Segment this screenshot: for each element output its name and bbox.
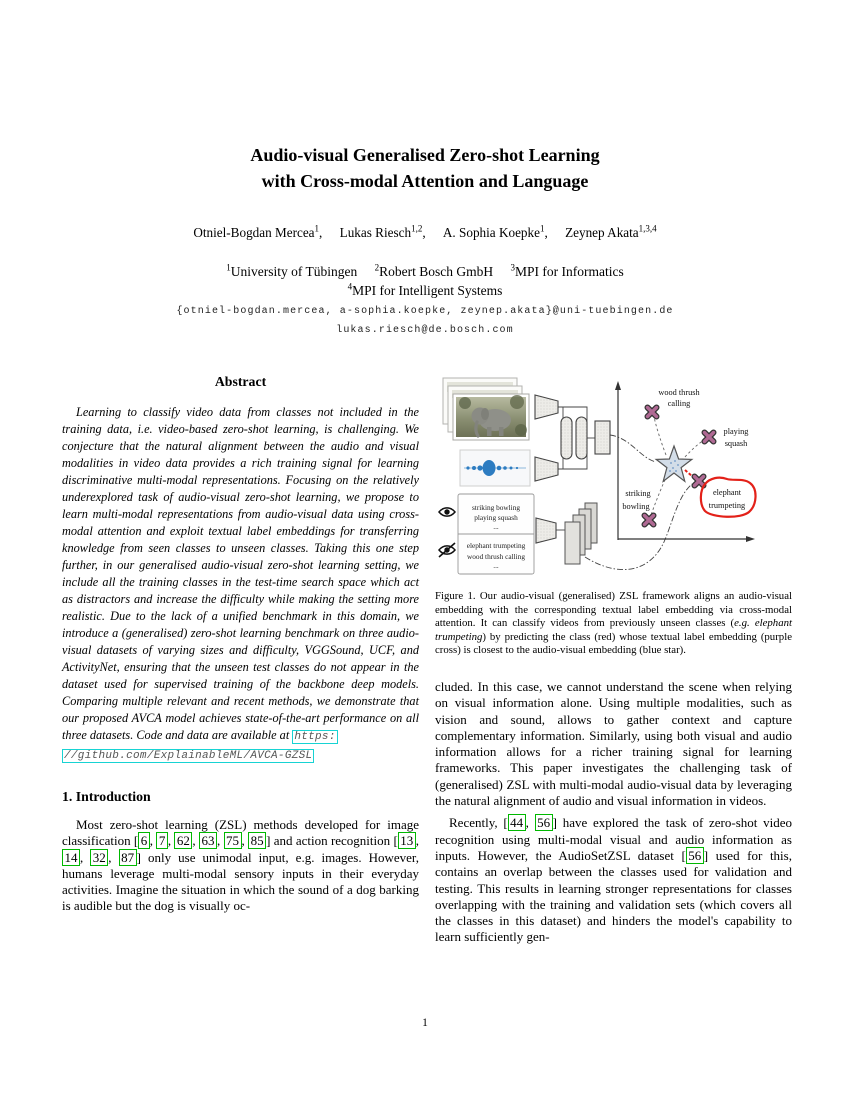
elephant-photo — [456, 395, 527, 437]
left-column — [62, 372, 419, 946]
citation-link[interactable]: 87 — [119, 849, 137, 866]
embedding-to-space-curve — [610, 435, 656, 462]
page-number: 1 — [422, 1017, 428, 1029]
citation-link[interactable]: 56 — [686, 847, 704, 864]
label-wood-thrush: wood thrush — [658, 388, 700, 397]
svg-text:wood thrush calling: wood thrush calling — [467, 552, 525, 561]
author: A. Sophia Koepke$^1$, — [442, 224, 548, 241]
citation-link[interactable]: 56 — [535, 814, 553, 831]
text-segment: , — [80, 849, 91, 865]
svg-text:...: ... — [493, 522, 499, 531]
author: Lukas Riesch$^{1,2}$, — [339, 224, 426, 241]
citation-link[interactable]: 32 — [90, 849, 108, 866]
body-paragraph-2 — [435, 815, 792, 945]
text-segment: Learning to classify video data from classes not included in the training data, i.e. video-based zero-shot learning, is challenging. We conjecture that the natural alignment between the audio and visual modalities in video data provides a rich training signal for learning discriminative multi-modal representations. Focusing on the relatively underexplored task of audio-visual zero-shot learning, we propose to learn multi-modal representations from audio-visual data using cross-modal attention and exploit textual label embeddings for transferring knowledge from seen classes to unseen classes. Taking this one step further, in our generalised audio-visual zero-shot learning setting, we include all the training classes in the test-time search space which act as distractors and increase the difficulty while making the setting more realistic. Due to the lack of a unified benchmark in this domain, we introduce a (generalised) zero-shot learning benchmark on three audio-visual datasets of varying sizes and difficulty, VGGSound, UCF, and ActivityNet, ensuring that the unseen test classes do not appear in the dataset used for supervised training of the backbone deep models. Comparing multiple relevant and recent methods, we demonstrate that our proposed AVCA model achieves state-of-the-art performance on all three datasets. Code and data are available at — [62, 405, 419, 742]
svg-text:...: ... — [493, 561, 499, 570]
text-segment: , — [149, 833, 157, 849]
text-encoder-trapezoid — [536, 518, 565, 543]
svg-text:playing squash: playing squash — [474, 513, 518, 522]
text-segment: , — [108, 849, 119, 865]
text-segment: , — [167, 833, 175, 849]
text-segment: , — [415, 833, 420, 849]
svg-text:squash: squash — [724, 439, 748, 448]
svg-text:bowling: bowling — [622, 502, 650, 511]
text-segment: ] and action recognition [ — [266, 833, 398, 849]
word-embedding-stack — [565, 503, 597, 564]
svg-text:calling: calling — [667, 399, 691, 408]
video-frames-icon — [443, 378, 529, 440]
cross-wood-thrush — [648, 408, 657, 417]
figure-1 — [435, 372, 792, 580]
two-column-body — [62, 372, 792, 946]
body-paragraph-1: cluded. In this case, we cannot understand the scene when relying on visual information alone. Using multiple modalities, such as vision and sound, allows to gather context and capture complementary information. Similarly, using both visual and audio information allows for a richer training signal for learning frameworks. This paper investigates the challenging task of (generalised) ZSL with multi-modal audio-visual data by leveraging the natural alignment of audio and visual information in videos. — [435, 678, 792, 809]
abstract-heading: Abstract — [214, 374, 267, 389]
label-elephant-trumpeting: elephant — [712, 488, 742, 497]
citation-link[interactable]: 85 — [248, 832, 266, 849]
text-segment: , — [241, 833, 249, 849]
audio-visual-embedding-star — [656, 446, 692, 481]
text-segment: , — [525, 815, 535, 831]
text-segment: ] used for this, contains an overlap between the classes used for validation and testing. This results in learning stronger representations for classes overlapping with the training and validation sets (which covers all the classes in this dataset) and hinders the model's capability to learn sufficiently gen- — [435, 847, 792, 945]
citation-link[interactable]: 7 — [156, 832, 168, 849]
paper-title — [0, 142, 850, 194]
section-heading-introduction: 1. Introduction — [62, 789, 151, 804]
eye-icon — [439, 508, 455, 516]
right-column — [435, 372, 792, 946]
label-playing-squash: playing — [723, 427, 749, 436]
text-segment: e.g. elephant trumpeting — [435, 617, 792, 643]
citation-link[interactable]: 75 — [224, 832, 242, 849]
introduction-paragraph — [62, 817, 419, 915]
affiliation: $^2$Robert Bosch GmbH — [374, 262, 494, 279]
svg-text:elephant trumpeting: elephant trumpeting — [466, 541, 526, 550]
text-segment: ] only use unimodal input, e.g. images. However, humans leverage multi-modal sensory inputs in their everyday activities. Imagine the situation in which the sound of a dog barking is audible but the dog is visually oc- — [62, 849, 419, 914]
label-striking-bowling: striking — [625, 489, 651, 498]
cross-striking-bowling — [645, 516, 654, 525]
text-segment: ) by predicting the class (red) whose textual label embedding (purple cross) is closest to the audio-visual embedding (blue star). — [435, 630, 792, 657]
text-segment: Recently, [ — [449, 815, 508, 831]
paper-title-line2: with Cross-modal Attention and Language — [261, 171, 589, 191]
visual-encoder-trapezoid — [535, 395, 558, 419]
affiliation: $^4$MPI for Intelligent Systems — [347, 281, 503, 298]
email-line1: {otniel-bogdan.mercea, a-sophia.koepke, zeynep.akata}@uni-tuebingen.de — [176, 306, 674, 317]
text-segment: , — [192, 833, 199, 849]
citation-link[interactable]: 14 — [62, 849, 80, 866]
abstract-text — [62, 404, 419, 765]
class-list-box — [458, 494, 534, 574]
audio-encoder-trapezoid — [535, 457, 558, 481]
text-segment: Most zero-shot learning (ZSL) methods developed for image classification [ — [62, 817, 419, 849]
author: Otniel-Bogdan Mercea$^1$, — [193, 224, 323, 241]
code-url-link[interactable]: https: — [294, 731, 336, 743]
cross-modal-attention-capsules — [561, 417, 587, 459]
citation-link[interactable]: 63 — [199, 832, 217, 849]
code-url-link[interactable]: //github.com/ExplainableML/AVCA-GZSL — [64, 750, 313, 762]
eye-slash-icon — [439, 543, 455, 557]
affiliations-line2 — [0, 281, 850, 299]
author-list — [0, 224, 850, 241]
cross-playing-squash — [705, 433, 714, 442]
citation-link[interactable]: 13 — [398, 832, 416, 849]
text-segment: , — [216, 833, 224, 849]
citation-link[interactable]: 6 — [138, 832, 150, 849]
email-line2: lukas.riesch@de.bosch.com — [336, 325, 514, 336]
text-segment: Figure 1. Our audio-visual (generalised) ZSL framework aligns an audio-visual embedding with the corresponding textual label embedding via cross-modal attention. It can classify videos from previously unseen classes ( — [435, 590, 792, 630]
citation-link[interactable]: 44 — [508, 814, 526, 831]
audio-visual-embedding-block — [595, 421, 610, 454]
affiliations-line1 — [0, 262, 850, 280]
predicted-class-outline — [701, 478, 756, 517]
affiliation: $^1$University of Tübingen — [226, 262, 358, 279]
audio-waveform-icon — [460, 450, 530, 486]
paper-title-line1: Audio-visual Generalised Zero-shot Learning — [250, 145, 600, 165]
figure-caption — [435, 590, 792, 658]
affiliation: $^3$MPI for Informatics — [510, 262, 624, 279]
svg-text:trumpeting: trumpeting — [708, 501, 746, 510]
svg-text:striking bowling: striking bowling — [471, 503, 521, 512]
author: Zeynep Akata$^{1,3,4}$ — [565, 224, 657, 241]
citation-link[interactable]: 62 — [174, 832, 192, 849]
cross-elephant-trumpeting — [695, 477, 704, 486]
text-segment: ] have explored the task of zero-shot video recognition using multi-modal visual and audio information as inputs. However, the AudioSetZSL dataset [ — [435, 815, 792, 863]
